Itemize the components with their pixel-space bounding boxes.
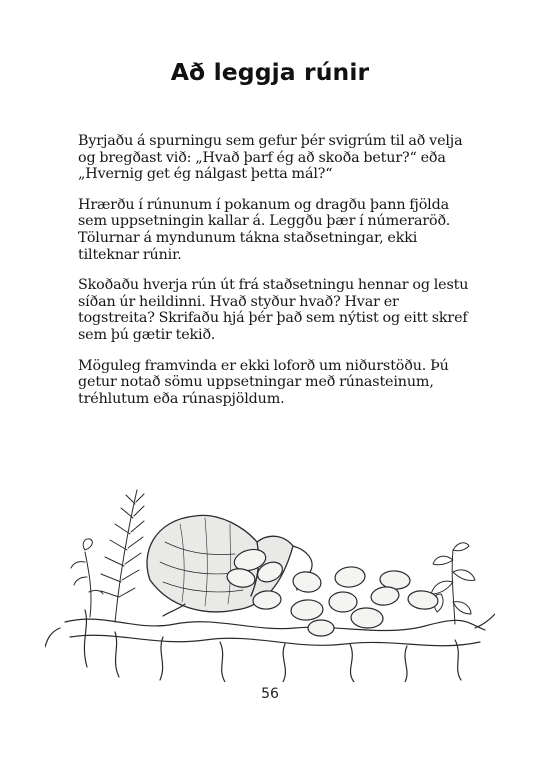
body-text	[78, 133, 470, 421]
page-number: 56	[261, 686, 279, 702]
rune-pouch-illustration	[45, 432, 495, 682]
herb-right	[431, 543, 475, 624]
rune-stone	[308, 620, 334, 636]
roots	[45, 610, 495, 682]
rune-stone	[329, 592, 357, 612]
paragraph-2: Hrærðu í rúnunum í pokanum og dragðu þann fjölda sem uppsetningin kallar á. Leggðu þær í númeraröð. Tölurnar á myndunum tákna staðsetningar, ekki tilteknar rúnir.	[78, 196, 451, 263]
rune-stone	[292, 570, 323, 594]
paragraph-1: Byrjaðu á spurningu sem gefur þér svigrúm til að velja og bregðast við: „Hvað þarf ég að skoða betur?“ eða „Hvernig get ég nálgast þetta mál?“	[78, 133, 463, 183]
rune-stone	[290, 599, 323, 621]
paragraph-4: Möguleg framvinda er ekki loforð um niðurstöðu. Þú getur notað sömu uppsetningar með rúnasteinum, tréhlutum eða rúnaspjöldum.	[78, 357, 449, 407]
paragraph-3: Skoðaðu hverja rún út frá staðsetningu hennar og lestu síðan úr heildinni. Hvað styður hvað? Hvar er togstreita? Skrifaðu hjá þér það sem nýtist og eitt skref sem þú gætir tekið.	[78, 277, 469, 343]
rune-stone	[407, 589, 439, 610]
fern-left	[71, 490, 144, 622]
page-title: Að leggja rúnir	[170, 58, 370, 86]
rune-stone	[334, 565, 366, 588]
rune-stone	[350, 607, 383, 629]
